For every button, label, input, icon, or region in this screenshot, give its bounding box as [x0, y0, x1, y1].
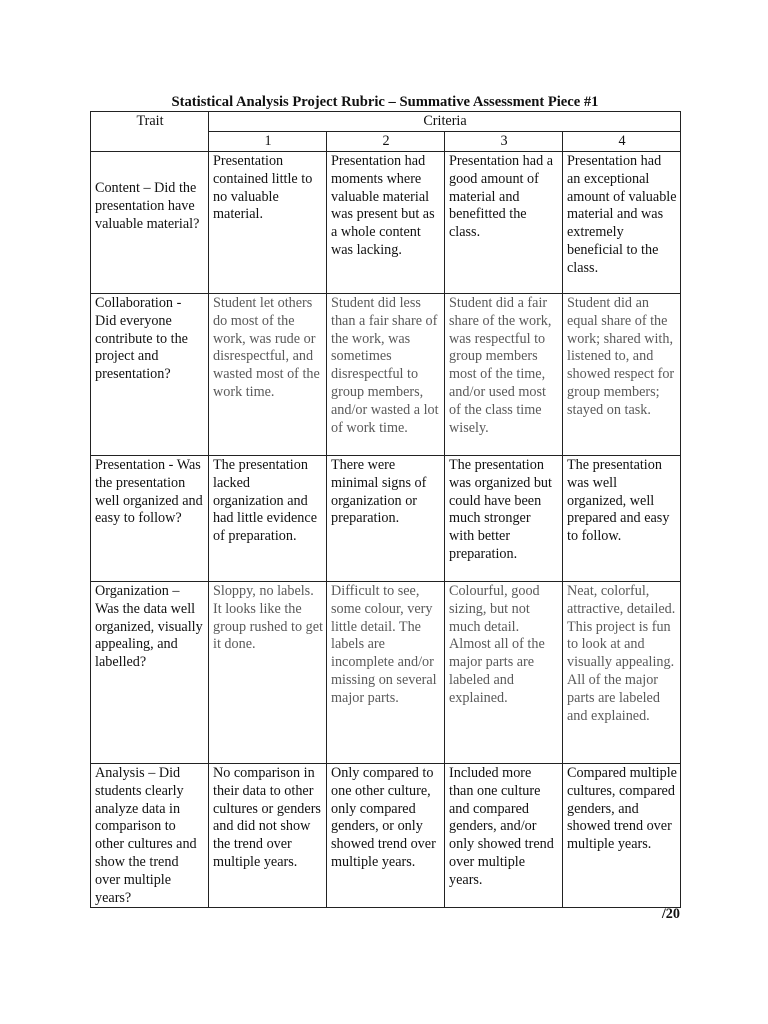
- table-row-collaboration: [91, 294, 681, 456]
- cell-presentation-3: The presentation was organized but could have been much stronger with better preparation.: [445, 456, 563, 582]
- level-header-3: 3: [445, 132, 563, 152]
- cell-content-1: Presentation contained little to no valuable material.: [209, 152, 327, 294]
- cell-organization-1: Sloppy, no labels. It looks like the group rushed to get it done.: [209, 582, 327, 764]
- trait-presentation: Presentation - Was the presentation well organized and easy to follow?: [91, 456, 209, 582]
- cell-analysis-1: No comparison in their data to other cultures or genders and did not show the trend over multiple years.: [209, 764, 327, 908]
- level-header-4: 4: [563, 132, 681, 152]
- cell-organization-2: Difficult to see, some colour, very little detail. The labels are incomplete and/or missing on several major parts.: [327, 582, 445, 764]
- cell-analysis-2: Only compared to one other culture, only compared genders, or only showed trend over multiple years.: [327, 764, 445, 908]
- cell-collaboration-4: Student did an equal share of the work; shared with, listened to, and showed respect for group members; stayed on task.: [563, 294, 681, 456]
- trait-analysis: Analysis – Did students clearly analyze data in comparison to other cultures and show the trend over multiple years?: [91, 764, 209, 908]
- page-title: Statistical Analysis Project Rubric – Summative Assessment Piece #1: [171, 94, 599, 110]
- table-row-organization: [91, 582, 681, 764]
- header-row: [91, 112, 681, 132]
- cell-presentation-2: There were minimal signs of organization or preparation.: [327, 456, 445, 582]
- cell-organization-4: Neat, colorful, attractive, detailed. This project is fun to look at and visually appealing. All of the major parts are labeled and explained.: [563, 582, 681, 764]
- trait-organization: Organization – Was the data well organized, visually appealing, and labelled?: [91, 582, 209, 764]
- total-score: /20: [661, 906, 680, 922]
- cell-analysis-4: Compared multiple cultures, compared genders, and showed trend over multiple years.: [563, 764, 681, 908]
- level-header-1: 1: [209, 132, 327, 152]
- cell-content-3: Presentation had a good amount of material and benefitted the class.: [445, 152, 563, 294]
- cell-presentation-4: The presentation was well organized, well prepared and easy to follow.: [563, 456, 681, 582]
- table-row-content: [91, 152, 681, 294]
- cell-organization-3: Colourful, good sizing, but not much detail. Almost all of the major parts are labeled and explained.: [445, 582, 563, 764]
- cell-collaboration-2: Student did less than a fair share of the work, was sometimes disrespectful to group members, and/or wasted a lot of work time.: [327, 294, 445, 456]
- trait-collaboration: Collaboration - Did everyone contribute to the project and presentation?: [91, 294, 209, 456]
- cell-presentation-1: The presentation lacked organization and had little evidence of preparation.: [209, 456, 327, 582]
- table-row-presentation: [91, 456, 681, 582]
- cell-content-4: Presentation had an exceptional amount of valuable material and was extremely beneficial to the class.: [563, 152, 681, 294]
- trait-header: Trait: [91, 112, 209, 152]
- rubric-table: [90, 111, 681, 908]
- table-row-analysis: [91, 764, 681, 908]
- cell-content-2: Presentation had moments where valuable material was present but as a whole content was lacking.: [327, 152, 445, 294]
- cell-analysis-3: Included more than one culture and compared genders, and/or only showed trend over multiple years.: [445, 764, 563, 908]
- criteria-header: Criteria: [209, 112, 681, 132]
- level-header-2: 2: [327, 132, 445, 152]
- cell-collaboration-3: Student did a fair share of the work, was respectful to group members most of the time, and/or used most of the class time wisely.: [445, 294, 563, 456]
- cell-collaboration-1: Student let others do most of the work, was rude or disrespectful, and wasted most of the work time.: [209, 294, 327, 456]
- trait-content: Content – Did the presentation have valuable material?: [91, 152, 209, 294]
